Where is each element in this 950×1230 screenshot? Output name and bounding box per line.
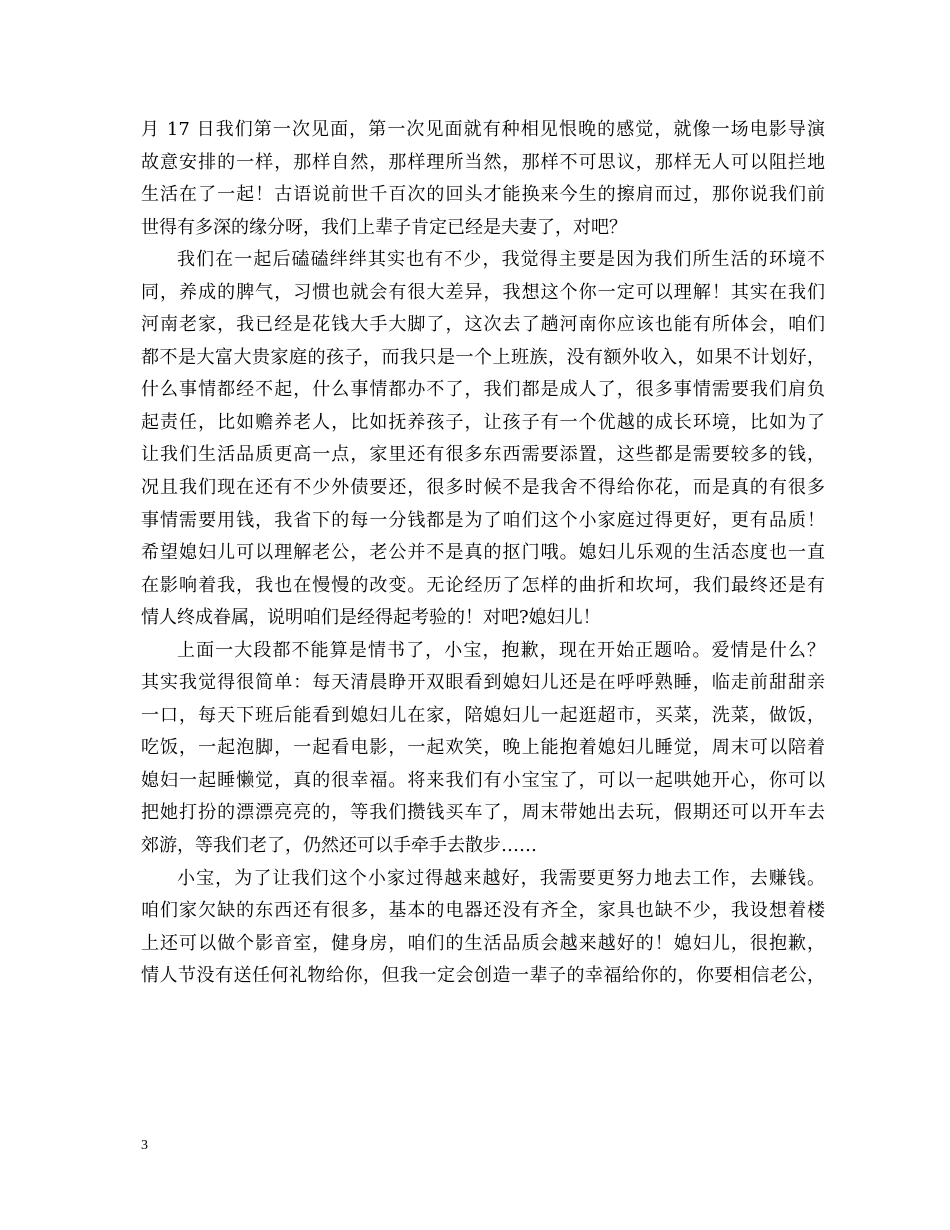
text-line: 小宝，为了让我们这个小家过得越来越好，我需要更努力地去工作，去赚钱。 [177,867,825,889]
paragraph-1 [141,114,825,244]
text-line: 我们在一起后磕磕绊绊其实也有不少，我觉得主要是因为我们所生活的环境不 [177,249,825,271]
text-line: 吃饭，一起泡脚，一起看电影，一起欢笑，晚上能抱着媳妇儿睡觉，周末可以陪着 [141,737,825,759]
text-line: 故意安排的一样，那样自然，那样理所当然，那样不可思议，那样无人可以阻拦地 [141,151,825,173]
text-line: 情人节没有送任何礼物给你，但我一定会创造一辈子的幸福给你的，你要相信老公， [141,965,825,987]
text-line: 咱们家欠缺的东西还有很多，基本的电器还没有齐全，家具也缺不少，我设想着楼 [141,900,825,922]
text-line: 希望媳妇儿可以理解老公，老公并不是真的抠门哦。媳妇儿乐观的生活态度也一直 [141,542,825,564]
text-line: 让我们生活品质更高一点，家里还有很多东西需要添置，这些都是需要较多的钱， [141,444,825,466]
paragraph-4 [141,863,825,993]
text-line: 同，养成的脾气，习惯也就会有很大差异，我想这个你一定可以理解！其实在我们 [141,281,825,303]
text-line: 在影响着我，我也在慢慢的改变。无论经历了怎样的曲折和坎坷，我们最终还是有 [141,574,825,596]
page-number: 3 [141,1138,148,1153]
text-line: 生活在了一起！古语说前世千百次的回头才能换来今生的擦肩而过，那你说我们前 [141,184,825,206]
text-line: 事情需要用钱，我省下的每一分钱都是为了咱们这个小家庭过得更好，更有品质！ [141,509,825,531]
text-line: 情人终成眷属，说明咱们是经得起考验的！对吧?媳妇儿！ [141,607,601,629]
text-line: 其实我觉得很简单：每天清晨睁开双眼看到媳妇儿还是在呼呼熟睡，临走前甜甜亲 [141,672,825,694]
text-line: 上面一大段都不能算是情书了，小宝，抱歉，现在开始正题哈。爱情是什么？ [177,639,825,661]
text-line: 月 17 日我们第一次见面，第一次见面就有种相见恨晚的感觉，就像一场电影导演 [141,119,825,140]
paragraph-2 [141,244,825,635]
text-line: 河南老家，我已经是花钱大手大脚了，这次去了趟河南你应该也能有所体会，咱们 [141,314,825,336]
text-line: 郊游，等我们老了，仍然还可以手牵手去散步…… [141,835,537,857]
text-line: 上还可以做个影音室，健身房，咱们的生活品质会越来越好的！媳妇儿，很抱歉， [141,932,825,954]
text-line: 世得有多深的缘分呀，我们上辈子肯定已经是夫妻了，对吧？ [141,216,627,238]
body-text [141,114,825,993]
text-line: 况且我们现在还有不少外债要还，很多时候不是我舍不得给你花，而是真的有很多 [141,477,825,499]
text-line: 什么事情都经不起，什么事情都办不了，我们都是成人了，很多事情需要我们肩负 [141,379,825,401]
paragraph-3 [141,635,825,863]
text-line: 起责任，比如赡养老人，比如抚养孩子，让孩子有一个优越的成长环境，比如为了 [141,411,825,433]
text-line: 一口，每天下班后能看到媳妇儿在家，陪媳妇儿一起逛超市，买菜，洗菜，做饭， [141,704,825,726]
text-line: 把她打扮的漂漂亮亮的，等我们攒钱买车了，周末带她出去玩，假期还可以开车去 [141,802,825,824]
text-line: 媳妇一起睡懒觉，真的很幸福。将来我们有小宝宝了，可以一起哄她开心，你可以 [141,769,825,791]
text-line: 都不是大富大贵家庭的孩子，而我只是一个上班族，没有额外收入，如果不计划好， [141,346,825,368]
